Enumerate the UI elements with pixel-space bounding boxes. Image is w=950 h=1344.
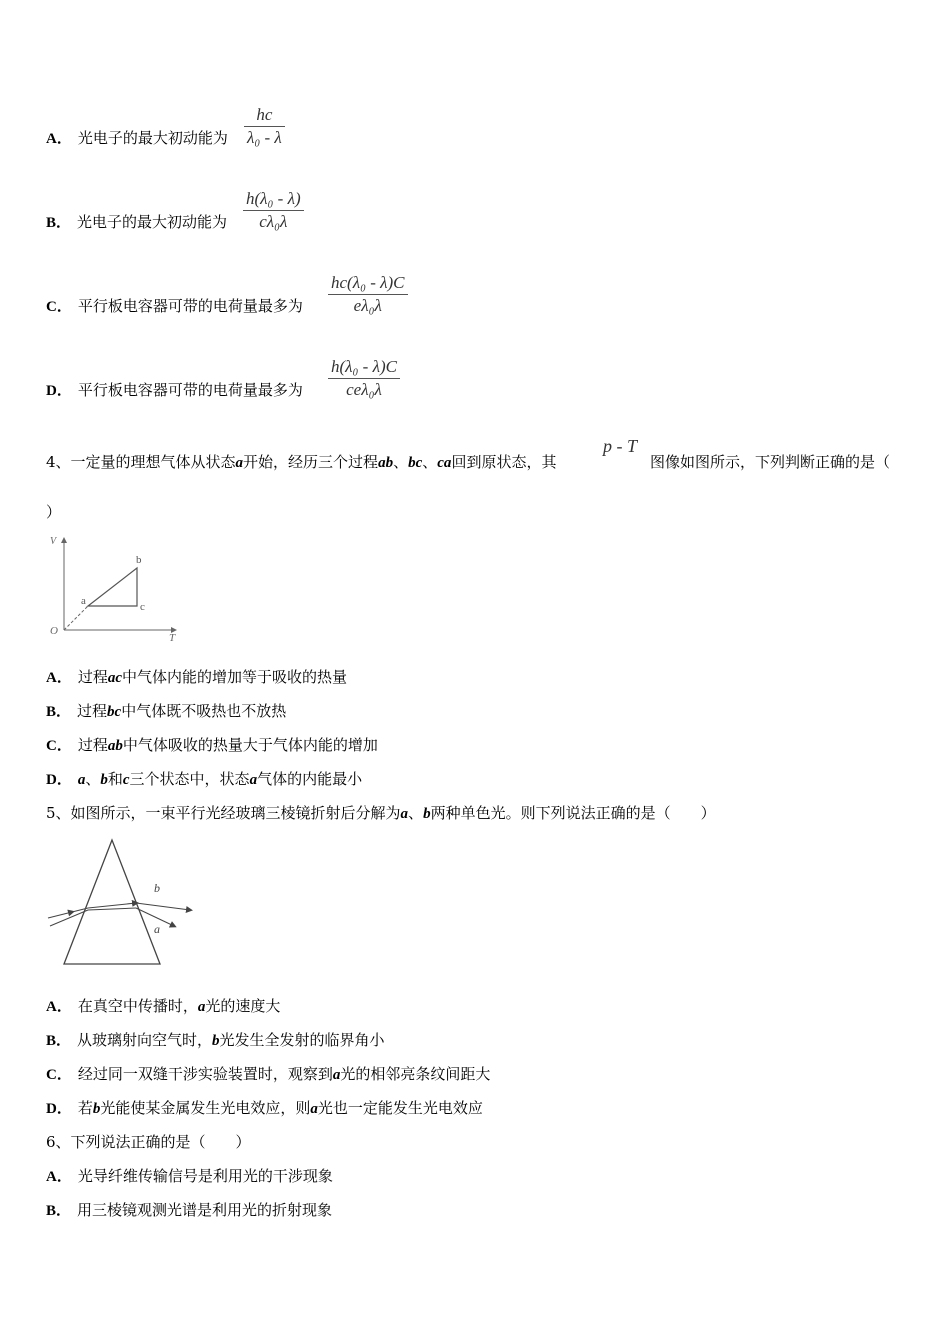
origin-label: O [50, 625, 58, 637]
formula-denominator: ceλ₀λ [346, 380, 382, 399]
q6-option-a: A． 光导纤维传输信号是利用光的干涉现象 [46, 1167, 333, 1185]
point-a-label: a [81, 595, 86, 607]
q3-option-c-formula [328, 272, 408, 317]
option-label: D． [46, 383, 72, 399]
q4-option-b: B． 过程bc中气体既不吸热也不放热 [46, 702, 287, 720]
q6-stem: 6、下列说法正确的是（ ） [46, 1133, 251, 1151]
ray-a-label: a [154, 922, 160, 936]
q3-option-c [46, 296, 303, 317]
dashed-extension [64, 606, 88, 630]
q3-option-d [46, 380, 303, 401]
refracted-ray-lower [88, 908, 136, 910]
option-text: 光电子的最大初动能为 [77, 213, 228, 231]
prism-icon [64, 840, 160, 964]
q5-option-b: B． 从玻璃射向空气时，b光发生全发射的临界角小 [46, 1031, 385, 1049]
x-axis-label: T [169, 632, 176, 644]
q4-stem-tail: 图像如图所示，下列判断正确的是（ [650, 453, 891, 471]
q4-stem: 4、一定量的理想气体从状态a开始，经历三个过程ab、bc、ca回到原状态，其 [46, 453, 557, 471]
pt-formula: p - T [603, 436, 638, 456]
formula-denominator: cλ₀λ [259, 212, 288, 231]
option-label: C． [46, 299, 72, 315]
point-b-label: b [136, 554, 142, 566]
prism-figure [44, 836, 196, 970]
q3-option-a [46, 128, 228, 149]
q3-option-d-formula [328, 356, 400, 401]
q4-option-a: A． 过程ac中气体内能的增加等于吸收的热量 [46, 668, 348, 686]
q3-option-b [46, 212, 227, 233]
ray-b-label: b [154, 881, 160, 895]
point-c-label: c [140, 601, 145, 613]
q5-option-a: A． 在真空中传播时，a光的速度大 [46, 997, 281, 1015]
q5-option-d: D． 若b光能使某金属发生光电效应，则a光也一定能发生光电效应 [46, 1099, 483, 1117]
q6-option-b: B． 用三棱镜观测光谱是利用光的折射现象 [46, 1201, 333, 1219]
formula-denominator: eλ₀λ [353, 296, 382, 315]
process-triangle [88, 568, 137, 606]
option-label: A． [46, 131, 72, 147]
formula-numerator: hc(λ₀ - λ)C [331, 273, 405, 292]
q4-stem-close: ） [46, 503, 62, 521]
q5-stem: 5、如图所示，一束平行光经玻璃三棱镜折射后分解为a、b两种单色光。则下列说法正确的是（ ） [46, 804, 716, 822]
q3-option-b-formula [243, 188, 304, 233]
option-text: 平行板电容器可带的电荷量最多为 [77, 381, 303, 399]
formula-numerator: h(λ₀ - λ)C [331, 357, 397, 376]
q5-option-c: C． 经过同一双缝干涉实验装置时，观察到a光的相邻亮条纹间距大 [46, 1065, 491, 1083]
incident-ray [48, 912, 72, 918]
q4-vt-graph [44, 530, 186, 644]
y-axis-label: V [50, 536, 57, 547]
ray-b [136, 903, 190, 910]
option-text: 平行板电容器可带的电荷量最多为 [77, 297, 303, 315]
option-text: 光电子的最大初动能为 [77, 129, 228, 147]
formula-denominator: λ₀ - λ [247, 128, 282, 147]
formula-numerator: hc [256, 105, 273, 124]
refracted-ray-upper [88, 903, 136, 908]
option-label: B． [46, 215, 72, 231]
q4-option-d: D． a、b和c三个状态中，状态a气体的内能最小 [46, 770, 363, 788]
formula-numerator: h(λ₀ - λ) [246, 189, 301, 208]
q3-option-a-formula [244, 104, 285, 149]
q4-option-c: C． 过程ab中气体吸收的热量大于气体内能的增加 [46, 736, 378, 754]
